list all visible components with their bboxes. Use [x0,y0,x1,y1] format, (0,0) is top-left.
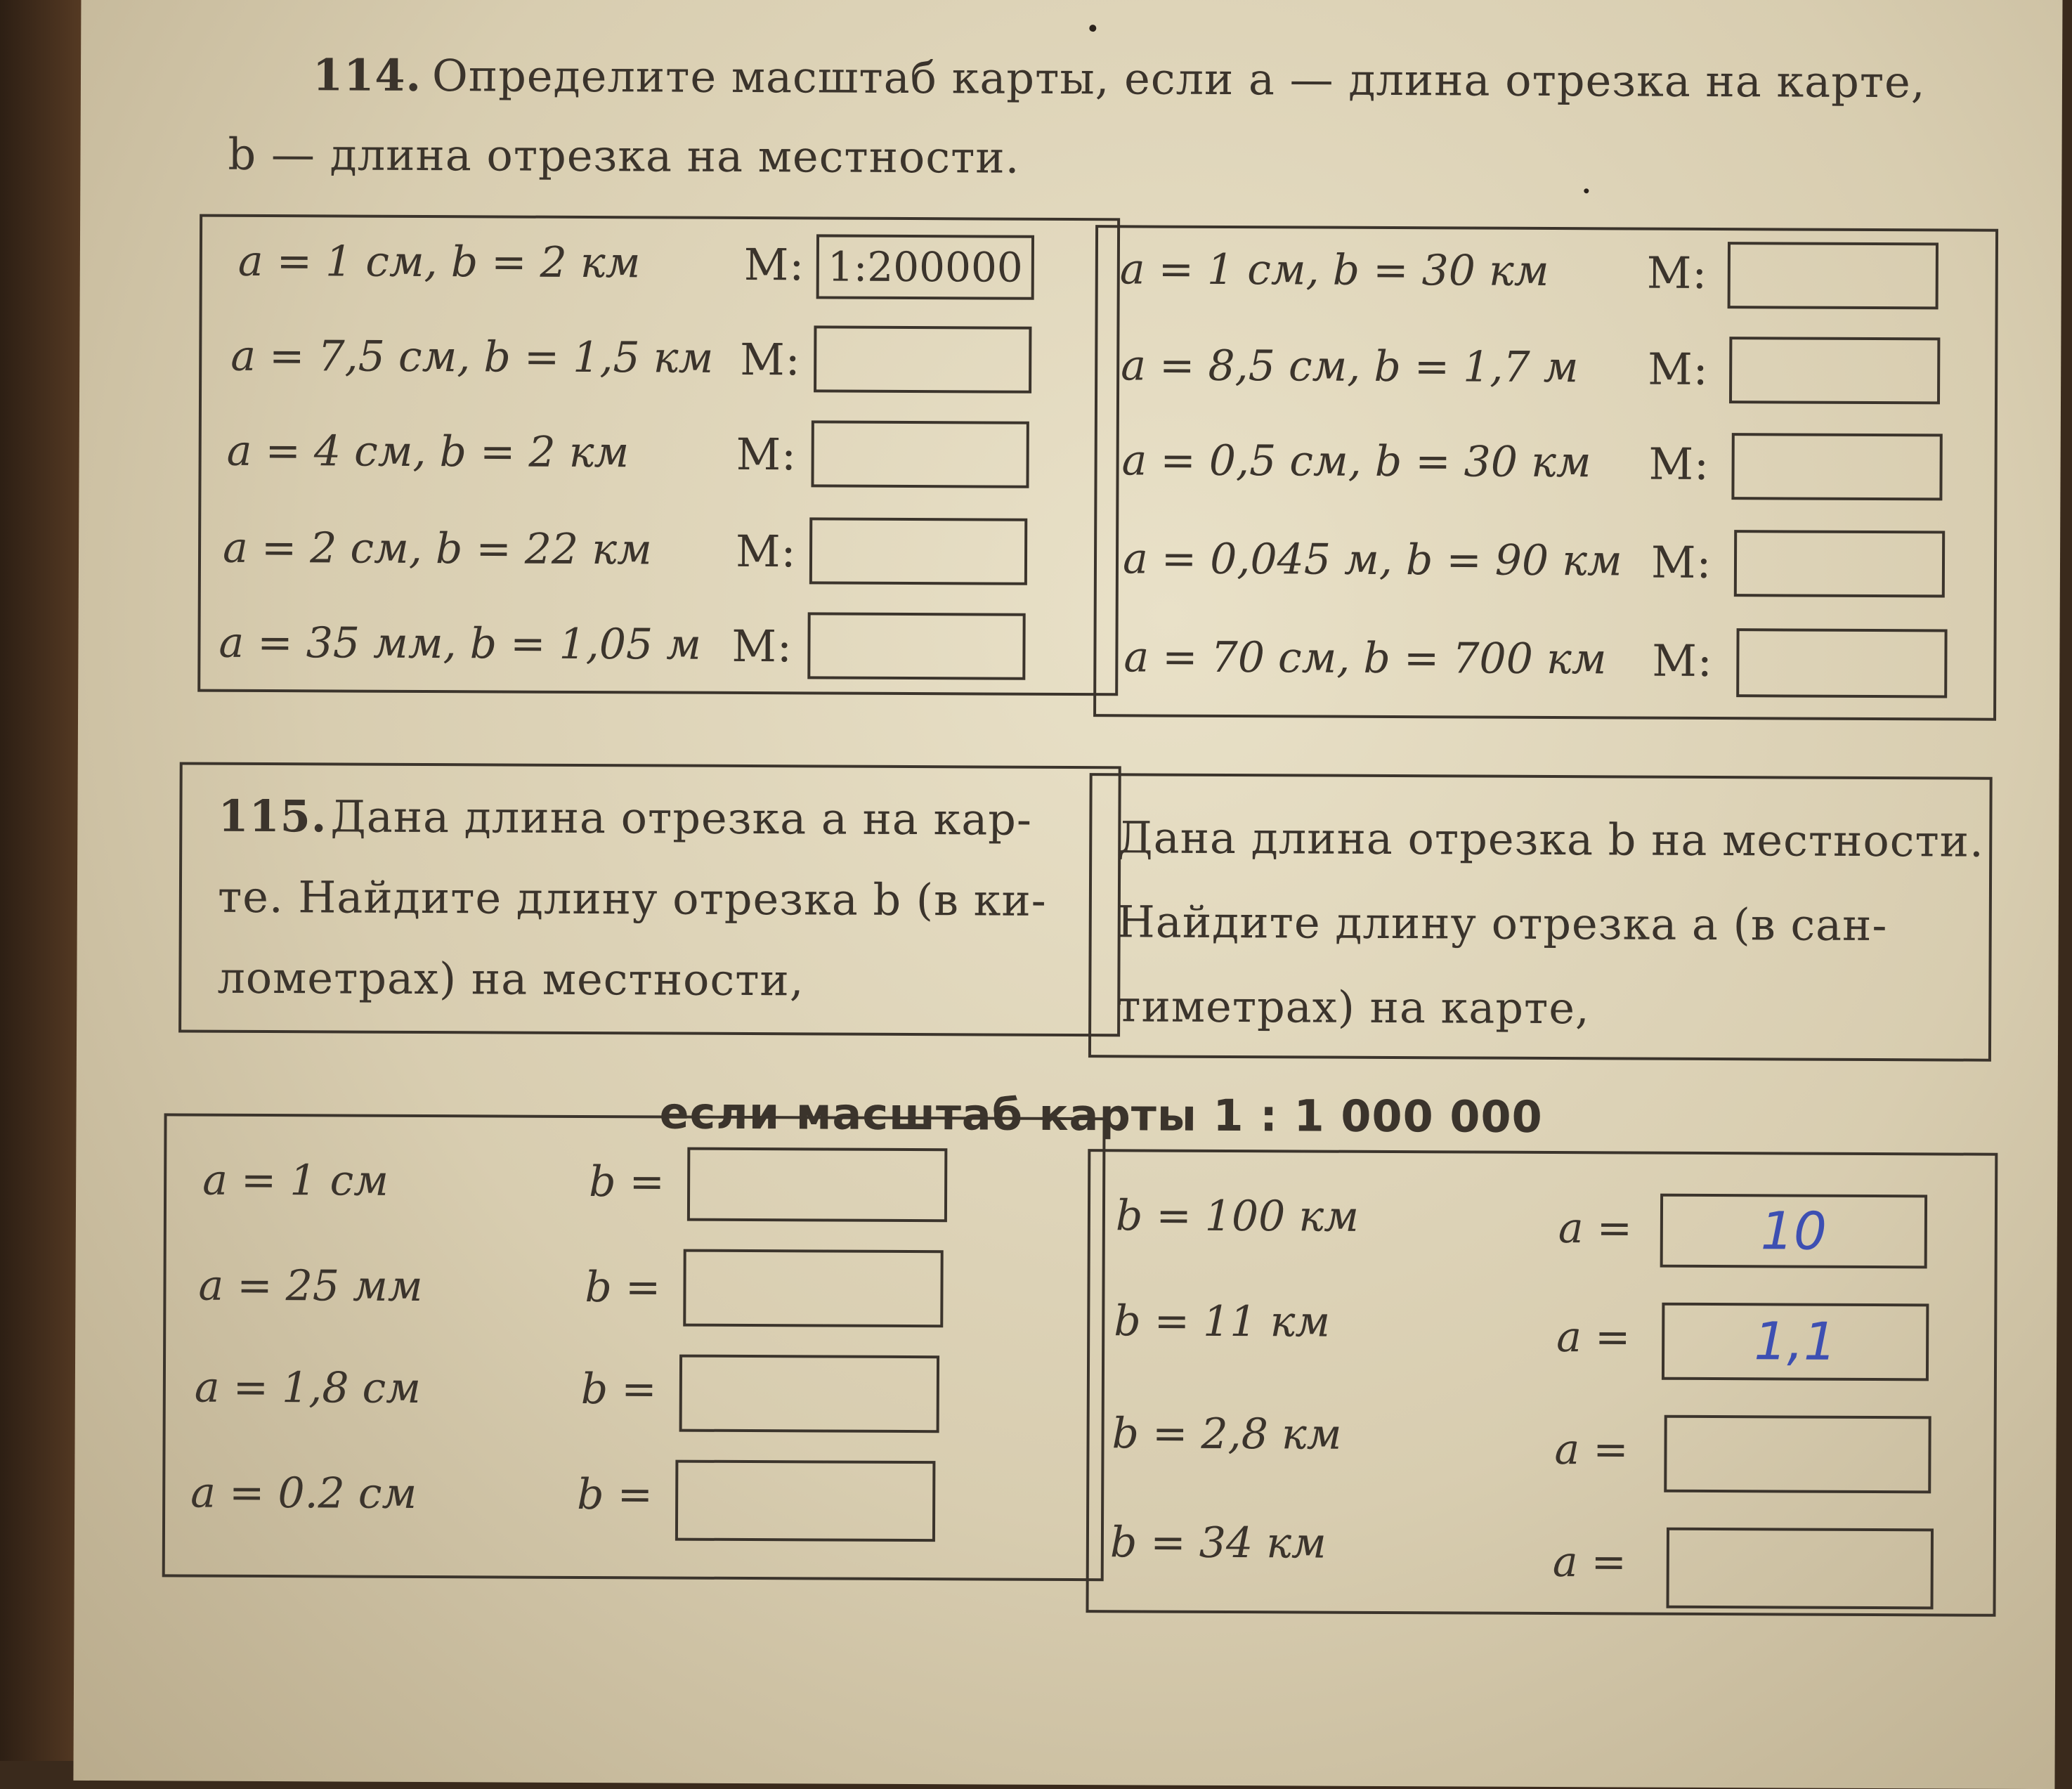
answer-box[interactable] [1667,1528,1934,1610]
given-value: b = 34 км [1109,1518,1327,1568]
answer-box[interactable] [1734,530,1945,597]
m-label: М: [1648,438,1710,490]
given-value: a = 1 см [202,1155,389,1206]
exercise-115-left-text-line: Дана длина отрезка a на кар- [330,791,1033,845]
find-label: b = [585,1263,661,1313]
exercise-115-right-text-line: Найдите длину отрезка a (в сан- [1116,896,1888,951]
condition-row: a = 1 см, b = 2 км [237,236,641,288]
answer-box[interactable] [1729,337,1940,404]
workbook-page [73,0,2062,1789]
find-label: a = [1554,1425,1629,1475]
given-value: b = 100 км [1115,1191,1360,1242]
answer-box[interactable]: 1:200000 [816,234,1034,299]
exercise-115-right-text-line: тиметрах) на карте, [1116,980,1590,1034]
condition-row: a = 0,5 см, b = 30 км [1121,436,1591,488]
condition-row: a = 7,5 см, b = 1,5 км [230,331,714,383]
answer-box[interactable] [1728,242,1939,309]
answer-box[interactable] [1731,433,1942,500]
m-label: М: [731,620,793,672]
answer-box[interactable] [1664,1415,1931,1494]
find-label: a = [1556,1313,1631,1362]
answer-box[interactable] [814,325,1031,393]
given-value: a = 1,8 см [194,1362,422,1413]
answer-box[interactable] [687,1147,947,1223]
find-label: b = [588,1157,665,1207]
answer-box-handwritten[interactable]: 10 [1660,1194,1927,1269]
answer-box[interactable] [811,420,1029,488]
m-label: М: [1646,247,1708,299]
m-label: М: [1650,536,1712,588]
find-label: a = [1552,1537,1627,1587]
exercise-115-number: 115. [218,790,327,843]
m-label: М: [1648,343,1709,395]
exercise-115-left-text-line: те. Найдите длину отрезка b (в ки- [217,871,1047,926]
m-label: М: [736,428,797,481]
condition-row: a = 8,5 см, b = 1,7 м [1121,341,1579,393]
given-value: b = 2,8 км [1112,1409,1342,1459]
condition-row: a = 0,045 м, b = 90 км [1122,534,1622,586]
given-value: a = 25 мм [198,1261,423,1311]
m-label: М: [740,333,801,386]
answer-box-handwritten[interactable]: 1,1 [1662,1303,1929,1381]
exercise-114-line2: b — длина отрезка на местности. [228,128,1020,183]
scale-line: если масштаб карты 1 : 1 000 000 [659,1087,1543,1143]
answer-box[interactable] [679,1355,939,1433]
m-label: М: [743,238,805,291]
ink-speck [1584,188,1589,193]
condition-row: a = 70 см, b = 700 км [1123,632,1607,684]
find-label: a = [1558,1204,1633,1254]
m-label: М: [1652,635,1713,687]
find-label: b = [577,1469,653,1520]
exercise-114-number: 114. [312,49,422,101]
answer-box[interactable] [809,517,1027,585]
condition-row: a = 35 мм, b = 1,05 м [219,618,702,670]
answer-box[interactable] [683,1249,943,1328]
ink-speck [1089,25,1096,32]
condition-row: a = 4 см, b = 2 км [226,426,630,478]
condition-row: a = 1 см, b = 30 км [1119,245,1549,296]
exercise-114-line1: Определите масштаб карты, если a — длина отрезка на карте, [431,50,1926,108]
answer-box[interactable] [675,1460,935,1542]
answer-box[interactable] [1736,628,1947,698]
condition-row: a = 2 см, b = 22 км [222,523,652,575]
exercise-115-left-text-line: лометрах) на местности, [217,951,804,1006]
m-label: М: [735,525,797,578]
exercise-115-right-text-line: Дана длина отрезка b на местности. [1117,812,1984,867]
given-value: a = 0.2 см [190,1468,417,1518]
find-label: b = [580,1364,657,1414]
given-value: b = 11 км [1114,1296,1331,1347]
answer-box[interactable] [807,612,1025,679]
